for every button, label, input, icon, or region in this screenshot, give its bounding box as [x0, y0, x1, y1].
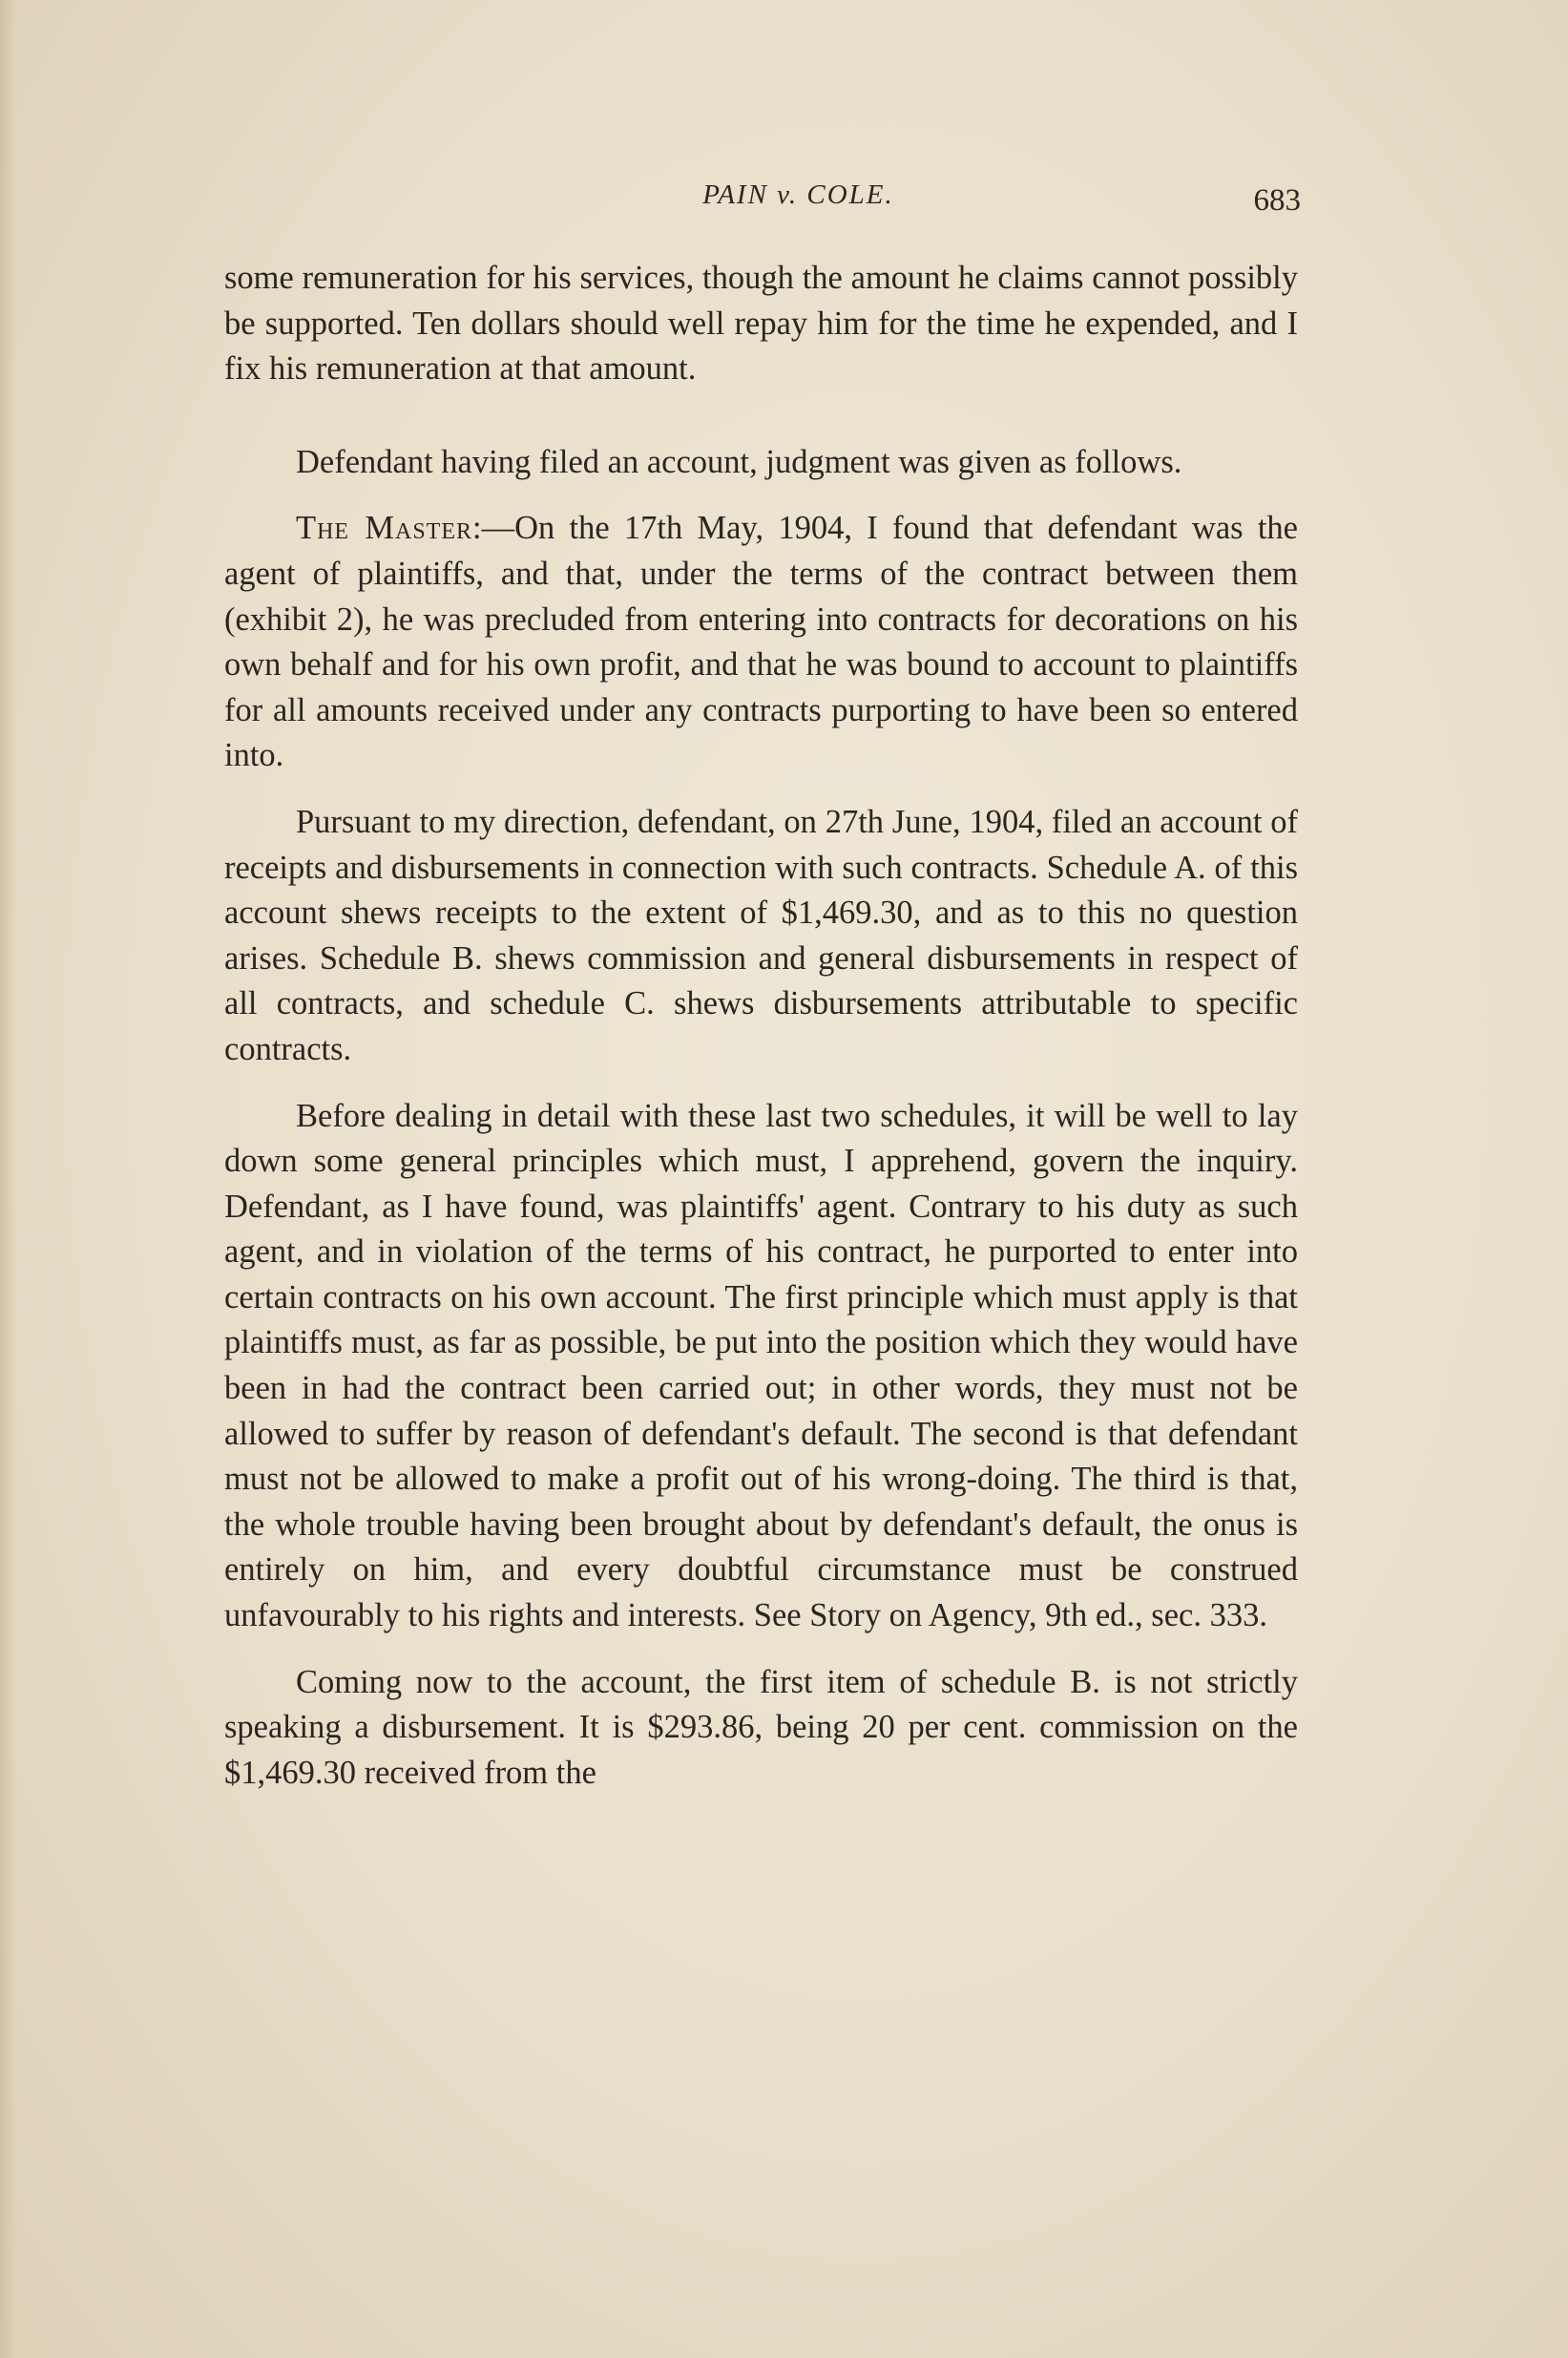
page-number: 683 — [1253, 183, 1301, 218]
paragraph-judgment-intro: Defendant having filed an account, judgment was given as follows. — [296, 443, 1182, 480]
page-edge-shadow — [0, 0, 17, 2358]
paragraph-continuation: some remuneration for his services, though the amount he claims cannot possibly be supported. Ten dollars should well repay him for the time he expended, and I fix his remuneration at that amount. — [224, 260, 1298, 388]
paragraph-schedule-b: Coming now to the account, the first item of schedule B. is not strictly speaking a disbursement. It is $293.86, being 20 per cent. commission on the $1,469.30 received from the — [224, 1663, 1298, 1791]
speaker-label: The Master — [296, 510, 472, 547]
running-head — [296, 178, 1301, 225]
paragraph-master-text: :—On the 17th May, 1904, I found that defendant was the agent of plaintiffs, and that, under the terms of the contract between them (exhibit 2), he was precluded from entering into contracts for decorations on his own behalf and for his own profit, and that he was bound to account to plaintiffs for all amounts received under any contracts purporting to have been so entered into. — [224, 510, 1298, 774]
paragraph-account-filed: Pursuant to my direction, defendant, on 27th June, 1904, filed an account of receipts and disbursements in connection with such contracts. Schedule A. of this account shews receipts to the extent of $1,469.30, and as to this no question arises. Schedule B. shews commission and general disbursements in respect of all contracts, and schedule C. shews disbursements attributable to specific contracts. — [224, 803, 1298, 1067]
paragraph-general-principles: Before dealing in detail with these last two schedules, it will be well to lay down some general principles which must, I apprehend, govern the inquiry. Defendant, as I have found, was plaintiffs' agent. Contrary to his duty as such agent, and in violation of the terms of his contract, he purported to enter into certain contracts on his own account. The first principle which must apply is that plaintiffs must, as far as possible, be put into the position which they would have been in had the contract been carried out; in other words, they must not be allowed to suffer by reason of defendant's default. The second is that defendant must not be allowed to make a profit out of his wrong-doing. The third is that, the whole trouble having been brought about by defendant's default, the onus is entirely on him, and every doubtful circumstance must be construed unfavourably to his rights and interests. See Story on Agency, 9th ed., sec. 333. — [224, 1097, 1298, 1634]
body-text — [224, 256, 1298, 1796]
paragraph-master-finding — [224, 506, 1298, 779]
running-title: PAIN v. COLE. — [702, 179, 894, 210]
